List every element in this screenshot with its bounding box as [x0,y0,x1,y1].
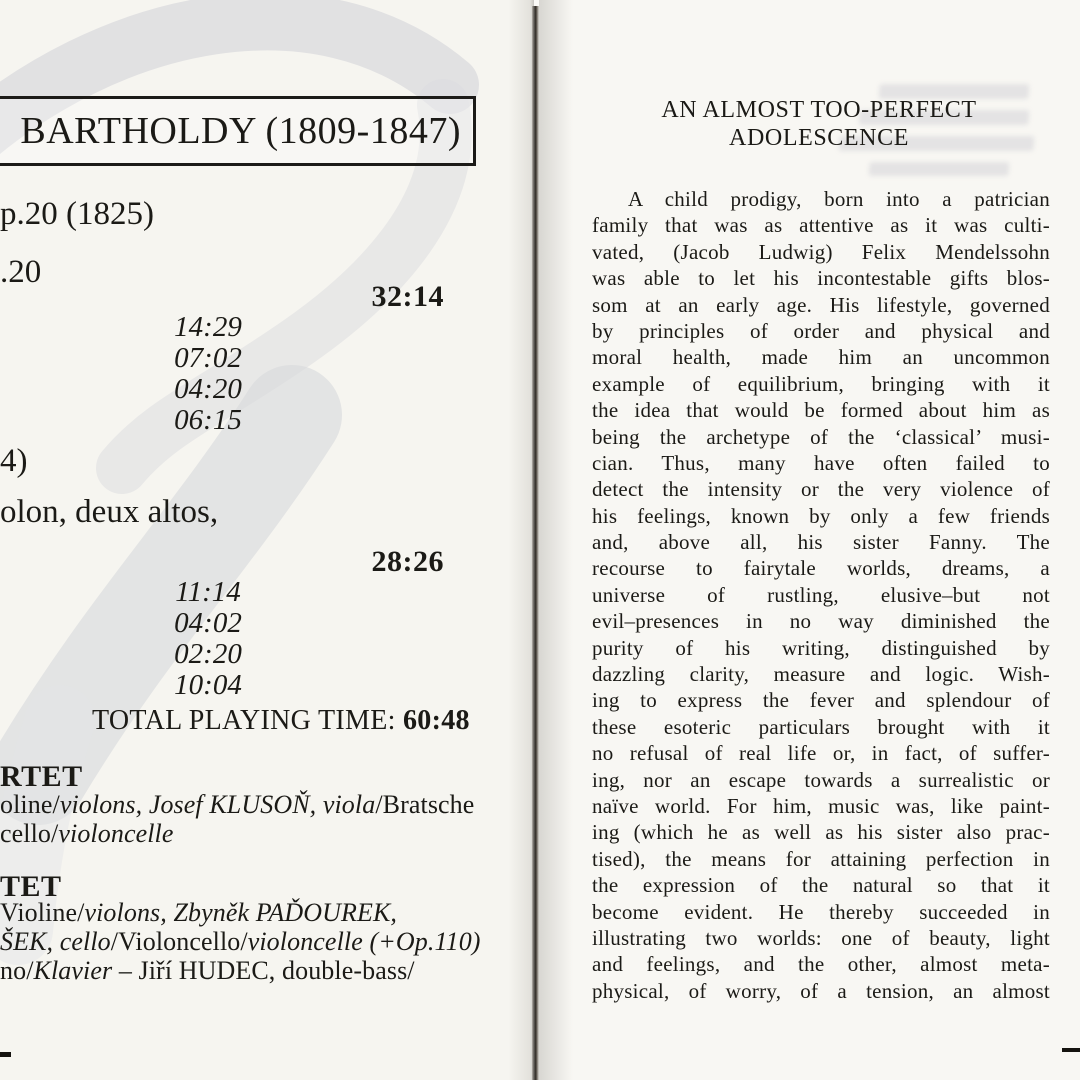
essay-heading-line1: AN ALMOST TOO-PERFECT [661,97,977,123]
track-time: 07:02 [174,342,242,374]
essay-line: the expression of the natural so that it [592,873,1050,898]
work1-track-times [163,312,253,436]
essay-line: cian. Thus, many have often failed to [592,450,1050,475]
opus-line: p.20 (1825) [0,196,154,232]
track-time: 10:04 [174,669,242,701]
ensemble1-name: RTET [0,760,83,793]
composer-title: BARTHOLDY (1809-1847) [20,110,461,152]
essay-line: was able to let his incontestable gifts blos- [592,266,1050,291]
essay-line: by principles of order and physical and [592,318,1050,343]
booklet-gutter-crease [532,6,539,1080]
essay-line: evil–presences in no way diminished the [592,609,1050,634]
essay-line: purity of his writing, distinguished by [592,635,1050,660]
essay-paragraph [592,186,1050,1004]
essay-line: illustrating two worlds: one of beauty, light [592,925,1050,950]
opus-line-2: .20 [0,254,42,290]
scan-mark-bottom-left [0,1052,11,1057]
total-playing-time: TOTAL PLAYING TIME: 60:48 [92,705,470,736]
essay-heading-line2: ADOLESCENCE [729,125,909,151]
essay-line: recourse to fairytale worlds, dreams, a [592,556,1050,581]
gutter-shadow [539,0,573,1080]
essay-line: tised), the means for attaining perfection in [592,846,1050,871]
fragment-instrumentation: olon, deux altos, [0,494,219,530]
ensemble1-players-line1: oline/violons, Josef KLUSOŇ, viola/Bratsche [0,790,475,819]
scan-mark-bottom-right [1062,1048,1080,1052]
essay-line: example of equilibrium, bringing with it [592,371,1050,396]
essay-line: detect the intensity or the very violence of [592,477,1050,502]
essay-line: become evident. He thereby succeeded in [592,899,1050,924]
ensemble2-players-line3: no/Klavier – Jiří HUDEC, double-bass/ [0,956,415,985]
essay-line: dazzling clarity, measure and logic. Wish- [592,662,1050,687]
essay-line: ing to express the fever and splendour of [592,688,1050,713]
composer-title-box [0,96,476,166]
essay-line: and, above all, his sister Fanny. The [592,530,1050,555]
page-edge-shadow [508,0,534,1080]
essay-line: the idea that would be formed about him as [592,398,1050,423]
show-through-text [869,162,1010,176]
essay-line: ing (which he as well as his sister also prac- [592,820,1050,845]
essay-line: som at an early age. His lifestyle, governed [592,292,1050,317]
track-time: 04:02 [174,607,242,639]
work1-total-time: 32:14 [371,280,444,313]
essay-line: moral health, made him an uncommon [592,345,1050,370]
essay-heading [589,96,1049,152]
essay-line: naïve world. For him, music was, like paint- [592,793,1050,818]
ensemble2-players-line2: ŠEK, cello/Violoncello/violoncelle (+Op.110) [0,927,481,956]
essay-line: physical, of worry, of a tension, an almost [592,978,1050,1003]
track-time: 11:14 [175,576,241,608]
essay-line: and feelings, and the other, almost meta- [592,952,1050,977]
essay-line: his feelings, known by only a few friends [592,503,1050,528]
essay-line: being the archetype of the ‘classical’ musi- [592,424,1050,449]
essay-line: no refusal of real life or, in fact, of suffer- [592,741,1050,766]
left-page [0,0,534,1080]
track-time: 14:29 [174,311,242,343]
fragment-year: 4) [0,443,28,479]
track-time: 04:20 [174,373,242,405]
essay-line: ing, nor an escape towards a surrealistic or [592,767,1050,792]
essay-line: family that was as attentive as it was culti- [592,213,1050,238]
ensemble1-players-line2: cello/violoncelle [0,819,174,848]
work2-total-time: 28:26 [371,545,444,578]
essay-line: these esoteric particulars brought with it [592,714,1050,739]
track-time: 06:15 [174,404,242,436]
ensemble2-players-line1: Violine/violons, Zbyněk PAĎOUREK, [0,898,397,927]
work2-track-times [163,577,253,701]
track-time: 02:20 [174,638,242,670]
right-page [539,0,1080,1080]
essay-line: universe of rustling, elusive–but not [592,582,1050,607]
essay-line: A child prodigy, born into a patrician [628,187,1050,211]
ensemble2-name: TET [0,870,62,903]
essay-line: vated, (Jacob Ludwig) Felix Mendelssohn [592,239,1050,264]
